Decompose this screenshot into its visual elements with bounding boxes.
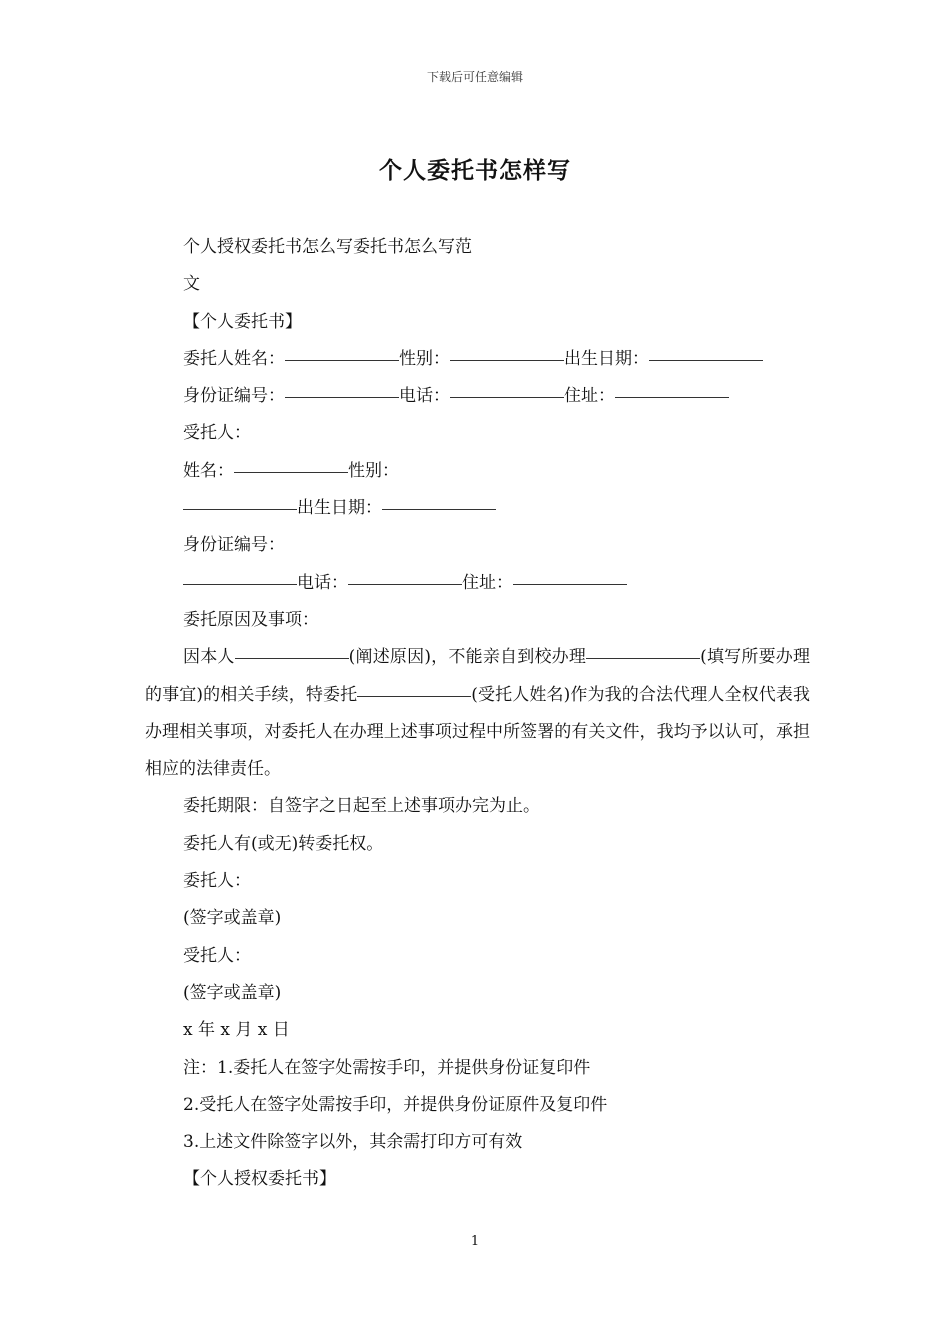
intro-line: 个人授权委托书怎么写委托书怎么写范: [183, 237, 472, 257]
reason-text-3: (填写所要办理的事宜)的相关手续，特委托: [145, 647, 810, 705]
agent-name-label: 姓名：: [183, 460, 234, 481]
agent-name-row: [145, 453, 810, 490]
agent-gender-label: 性别：: [348, 460, 399, 481]
blank-line: [285, 360, 399, 361]
reason-text-4: (受托人姓名)作为我的合法代理人全权代表我办理相关事项，对委托人在办理上述事项过程中所签署的有关文件，我均予以认可，承担相应的法律责任。: [145, 684, 810, 780]
reason-paragraph: [145, 639, 810, 788]
blank-line: [649, 360, 763, 361]
agent-heading: 受托人：: [183, 423, 251, 444]
principal-id-label: 身份证编号：: [183, 386, 285, 407]
principal-gender-label: 性别：: [399, 348, 450, 369]
header-note: 下载后可任意编辑: [426, 70, 523, 84]
transfer-line: 委托人有(或无)转委托权。: [183, 833, 384, 854]
page-number: 1: [470, 1234, 480, 1249]
date-line: x 年 x 月 x 日: [183, 1020, 290, 1041]
blank-line: [234, 472, 348, 473]
section-heading-personal-authorization: 【个人委托书】: [183, 311, 302, 332]
document-body: [145, 229, 810, 1199]
note-line-3: 3.上述文件除签字以外，其余需打印方可有效: [183, 1132, 523, 1153]
principal-phone-label: 电话：: [399, 386, 450, 407]
principal-sign-note: (签字或盖章): [183, 908, 282, 929]
agent-phone-row: [145, 565, 810, 602]
reason-heading: 委托原因及事项：: [183, 609, 319, 630]
note-line-2: 2.受托人在签字处需按手印，并提供身份证原件及复印件: [183, 1094, 608, 1115]
agent-id-label: 身份证编号：: [183, 535, 285, 556]
section-heading-personal-authorization-letter: 【个人授权委托书】: [183, 1169, 336, 1190]
term-line: 委托期限：自签字之日起至上述事项办完为止。: [183, 796, 540, 817]
blank-line: [348, 584, 462, 585]
blank-line: [183, 584, 297, 585]
blank-line: [382, 509, 496, 510]
agent-sign-label: 受托人：: [183, 945, 251, 966]
principal-birth-label: 出生日期：: [564, 348, 649, 369]
blank-line: [586, 658, 700, 659]
reason-text-1: 因本人: [183, 647, 235, 668]
intro-line-continued: 文: [183, 274, 200, 295]
agent-birth-label: 出生日期：: [297, 498, 382, 519]
agent-address-label: 住址：: [462, 572, 513, 593]
blank-line: [615, 397, 729, 398]
blank-line: [450, 397, 564, 398]
blank-line: [183, 509, 297, 510]
agent-sign-note: (签字或盖章): [183, 982, 282, 1003]
blank-line: [450, 360, 564, 361]
principal-id-row: [145, 378, 810, 415]
principal-name-label: 委托人姓名：: [183, 348, 285, 369]
blank-line: [235, 658, 349, 659]
agent-birth-row: [145, 490, 810, 527]
note-line-1: 注：1.委托人在签字处需按手印，并提供身份证复印件: [183, 1057, 591, 1078]
reason-text-2: (阐述原因)，不能亲自到校办理: [348, 647, 587, 668]
blank-line: [285, 397, 399, 398]
blank-line: [513, 584, 627, 585]
principal-name-row: [145, 341, 810, 378]
principal-address-label: 住址：: [564, 386, 615, 407]
blank-line: [357, 696, 471, 697]
agent-phone-label: 电话：: [297, 572, 348, 593]
document-title: 个人委托书怎样写: [379, 157, 571, 184]
principal-sign-label: 委托人：: [183, 871, 251, 892]
